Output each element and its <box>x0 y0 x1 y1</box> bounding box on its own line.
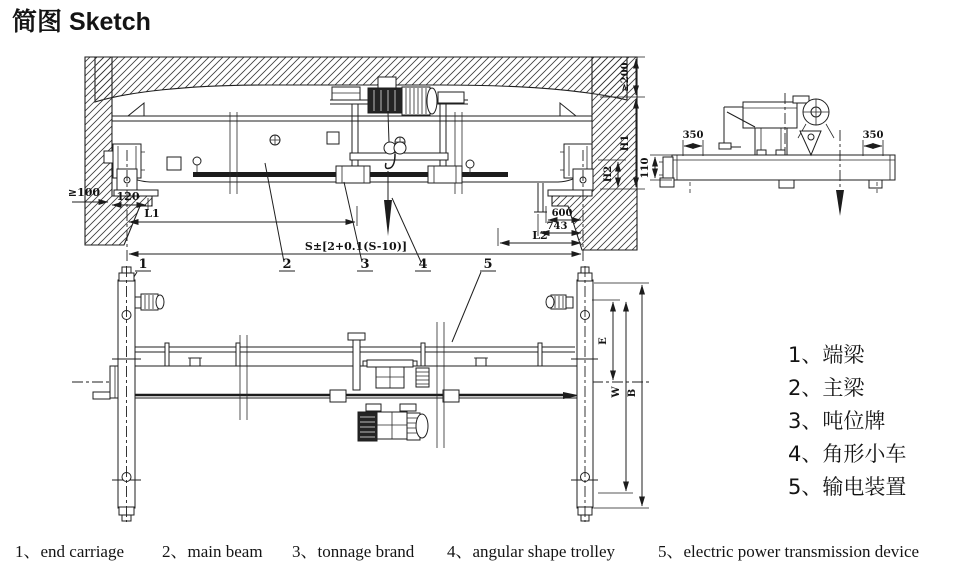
callout-1 <box>135 257 151 272</box>
dim-l1 <box>129 206 357 226</box>
ceiling-hatch <box>95 57 627 102</box>
svg-text:743: 743 <box>546 221 568 232</box>
svg-text:H2: H2 <box>603 165 614 183</box>
dim-l2 <box>498 228 581 246</box>
left-buffer <box>104 151 113 163</box>
dim-350-right <box>863 130 884 156</box>
trolley-left-foot <box>336 166 370 183</box>
legend-item: 5、electric power transmission device <box>658 542 920 561</box>
inspection-plate <box>167 157 181 170</box>
parts-list-cn <box>788 343 906 499</box>
svg-text:B: B <box>627 388 638 398</box>
parts-list-item: 3、吨位牌 <box>788 409 886 433</box>
svg-text:≥200: ≥200 <box>620 62 631 92</box>
plan-view <box>72 266 650 522</box>
legend-item: 1、end carriage <box>15 542 125 561</box>
right-end-truck <box>560 144 593 190</box>
left-travel-motor <box>135 294 164 310</box>
svg-text:3: 3 <box>360 257 370 272</box>
legend-item: 4、angular shape trolley <box>447 542 616 561</box>
svg-text:E: E <box>598 337 609 345</box>
callout-2 <box>279 257 295 272</box>
callout-4 <box>415 257 431 272</box>
right-travel-motor <box>546 295 573 309</box>
svg-text:W: W <box>611 386 622 398</box>
svg-text:350: 350 <box>682 130 704 141</box>
svg-text:L2: L2 <box>532 229 548 242</box>
right-runway-rail <box>548 190 592 196</box>
legend-item: 2、main beam <box>162 542 263 561</box>
svg-text:L1: L1 <box>144 207 160 220</box>
main-beam-plan <box>110 366 592 398</box>
parts-list-item: 1、端梁 <box>788 343 865 367</box>
trolley-right-foot <box>428 166 462 183</box>
parts-list-item: 2、主梁 <box>788 376 865 400</box>
svg-text:2: 2 <box>282 257 292 272</box>
dim-e <box>592 300 620 380</box>
svg-text:600: 600 <box>551 208 573 219</box>
tonnage-plate <box>327 132 339 144</box>
svg-text:350: 350 <box>862 130 884 141</box>
svg-text:4: 4 <box>418 257 428 272</box>
svg-text:5: 5 <box>483 257 493 272</box>
parts-list-item: 5、输电装置 <box>788 475 907 499</box>
legend-en <box>15 542 919 561</box>
callout-5 <box>480 257 496 272</box>
end-carriage-beam <box>672 155 895 180</box>
dim-span <box>129 240 581 254</box>
svg-text:≥100: ≥100 <box>67 186 101 199</box>
trolley-side <box>719 93 834 155</box>
power-feed-bracket <box>534 183 547 212</box>
page-title: 简图 Sketch <box>12 8 151 36</box>
svg-text:H1: H1 <box>620 134 631 152</box>
side-view <box>640 93 895 216</box>
legend-item: 3、tonnage brand <box>292 542 415 561</box>
cable-drum <box>368 88 402 113</box>
hook-icon-side <box>836 190 844 216</box>
svg-text:120: 120 <box>116 190 140 203</box>
hook-icon <box>384 200 392 236</box>
svg-text:1: 1 <box>138 257 148 272</box>
svg-text:S±[2+0.1(S-10)]: S±[2+0.1(S-10)] <box>304 240 408 253</box>
svg-text:110: 110 <box>640 157 651 179</box>
callout-3 <box>357 257 373 272</box>
dim-350-left <box>683 130 704 156</box>
parts-list-item: 4、角形小车 <box>788 442 907 466</box>
